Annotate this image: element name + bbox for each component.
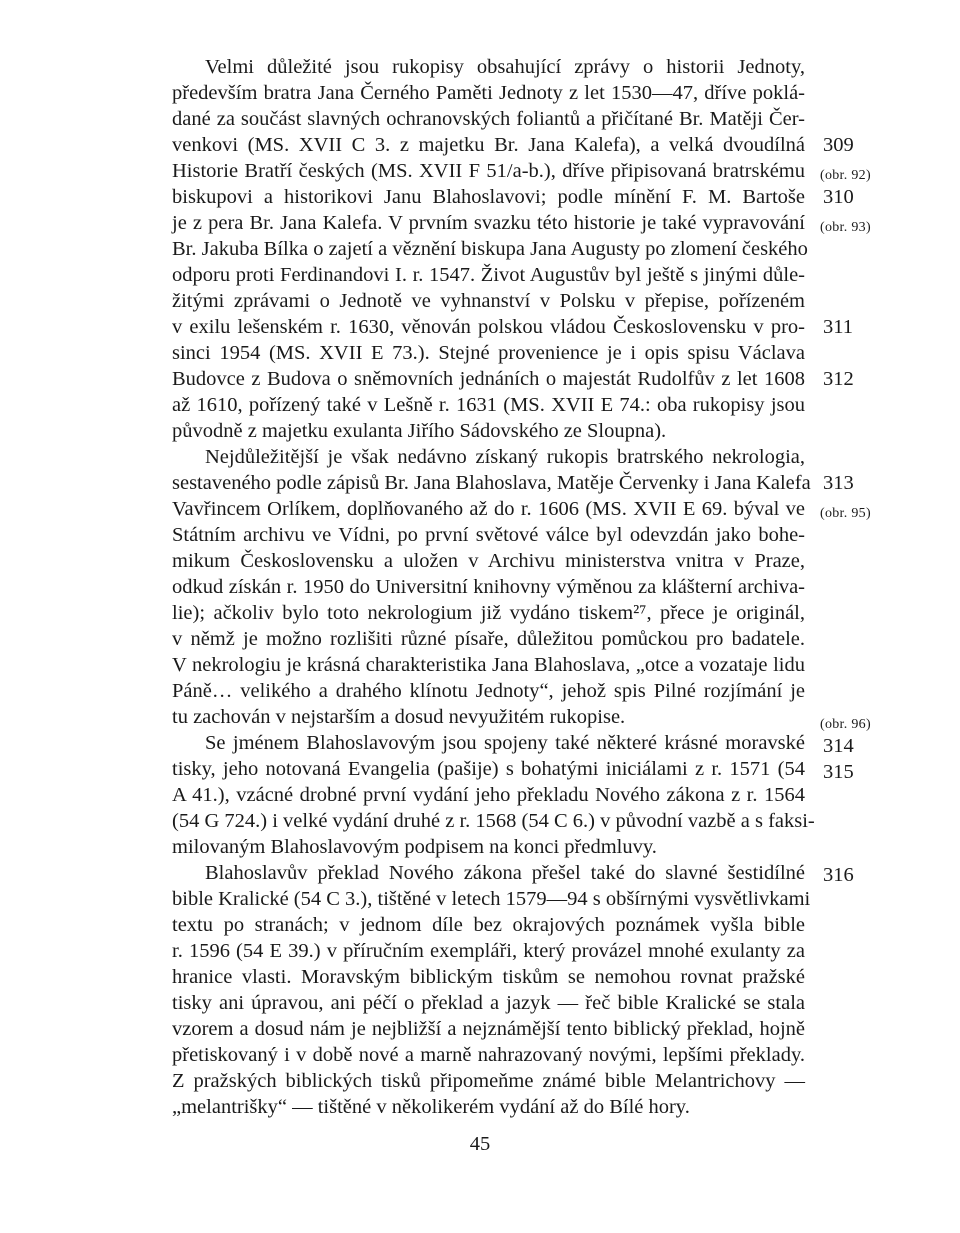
- text-line: Z pražských biblických tisků připomeňme známé bible Melantrichovy —: [172, 1070, 805, 1092]
- text-line: „melantrišky“ — tištěné v několikerém vydání až do Bílé hory.: [172, 1096, 690, 1118]
- text-line: vzorem a dosud nám je nejbližší a nejznámější tento biblický překlad, hojně: [172, 1018, 805, 1040]
- text-line: Státním archivu ve Vídni, po první světové válce byl odevzdán jako bohe-: [172, 524, 805, 546]
- text-line: Se jménem Blahoslavovým jsou spojeny také některé krásné moravské: [205, 732, 805, 754]
- text-line: textu po stranách; v jednom díle bez okrajových poznámek vyšla bible: [172, 914, 805, 936]
- text-line: r. 1596 (54 E 39.) v příručním exempláři, který provázel mnohé exulanty za: [172, 940, 805, 962]
- text-line: sestaveného podle zápisů Br. Jana Blahoslava, Matěje Červenky i Jana Kalefa: [172, 472, 811, 494]
- text-line: tisky ani úpravou, ani péčí o překlad a jazyk — řeč bible Kralické se stala: [172, 992, 805, 1014]
- text-line: žitými zprávami o Jednotě ve vyhnanství v Polsku v přepise, pořízeném: [172, 290, 805, 312]
- text-line: odkud získán r. 1950 do Universitní knihovny výměnou za klášterní archiva-: [172, 576, 805, 598]
- text-line: tu zachován v nejstarším a dosud nevyužitém rukopise.: [172, 706, 626, 728]
- text-line: v němž je možno rozlišiti různé písaře, důležitou pomůckou pro badatele.: [172, 628, 805, 650]
- text-line: až 1610, pořízený také v Lešně r. 1631 (MS. XVII E 74.: oba rukopisy jsou: [172, 394, 805, 416]
- text-line: Vavřincem Orlíkem, doplňovaného až do r. 1606 (MS. XVII E 69. býval ve: [172, 498, 805, 520]
- text-line: Budovce z Budova o sněmovních jednáních o majestát Rudolfův z let 1608: [172, 368, 805, 390]
- text-line: především bratra Jana Černého Paměti Jednoty z let 1530—47, dříve poklá-: [172, 82, 805, 104]
- text-line: venkovi (MS. XVII C 3. z majetku Br. Jana Kalefa), a velká dvoudílná: [172, 134, 805, 156]
- page-number: 45: [469, 1133, 491, 1155]
- text-line: Blahoslavův překlad Nového zákona přešel také do slavné šestidílné: [205, 862, 805, 884]
- margin-number: 313: [823, 472, 854, 494]
- margin-number: 310: [823, 186, 854, 208]
- figure-reference: (obr. 92): [820, 168, 871, 183]
- text-line: tisky, jeho notovaná Evangelia (pašije) s bohatými iniciálami z r. 1571 (54: [172, 758, 805, 780]
- text-line: sinci 1954 (MS. XVII E 73.). Stejné provenience je i opis spisu Václava: [172, 342, 805, 364]
- text-line: Nejdůležitější je však nedávno získaný rukopis bratrského nekrologia,: [205, 446, 805, 468]
- margin-number: 316: [823, 864, 854, 886]
- text-line: lie); ačkoliv bylo toto nekrologium již vydáno tiskem²⁷, přece je originál,: [172, 602, 805, 624]
- margin-number: 314: [823, 735, 854, 757]
- margin-number: 315: [823, 761, 854, 783]
- margin-number: 311: [823, 316, 853, 338]
- text-line: odporu proti Ferdinandovi I. r. 1547. Život Augustův byl ještě s jinými důle-: [172, 264, 805, 286]
- figure-reference: (obr. 96): [820, 717, 871, 732]
- figure-reference: (obr. 93): [820, 220, 871, 235]
- text-line: hranice vlasti. Moravským biblickým tiskům se nemohou rovnat pražské: [172, 966, 805, 988]
- text-line: (54 G 724.) i velké vydání druhé z r. 1568 (54 C 6.) v původní vazbě a s faksi-: [172, 810, 815, 832]
- text-line: mikum Československu a uložen v Archivu ministerstva vnitra v Praze,: [172, 550, 805, 572]
- text-line: Historie Bratří českých (MS. XVII F 51/a-b.), dříve připisovaná bratrskému: [172, 160, 805, 182]
- text-line: je z pera Br. Jana Kalefa. V prvním svazku této historie je také vypravování: [172, 212, 805, 234]
- margin-number: 312: [823, 368, 854, 390]
- text-line: bible Kralické (54 C 3.), tištěné v letech 1579—94 s obšírnými vysvětlivkami: [172, 888, 811, 910]
- text-line: Br. Jakuba Bílka o zajetí a věznění biskupa Jana Augusty po zlomení českého: [172, 238, 808, 260]
- text-line: biskupovi a historikovi Janu Blahoslavovi; podle mínění F. M. Bartoše: [172, 186, 805, 208]
- text-line: v exilu lešenském r. 1630, věnován polskou vládou Československu v pro-: [172, 316, 805, 338]
- margin-number: 309: [823, 134, 854, 156]
- text-line: původně z majetku exulanta Jiřího Sádovského ze Sloupna).: [172, 420, 667, 442]
- text-line: milovaným Blahoslavovým podpisem na konci předmluvy.: [172, 836, 657, 858]
- text-line: dané za součást slavných ochranovských foliantů a přičítané Br. Matěji Čer-: [172, 108, 805, 130]
- text-line: Páně… velikého a drahého klínotu Jednoty“, jehož spis Pilné rozjímání je: [172, 680, 805, 702]
- text-line: Velmi důležité jsou rukopisy obsahující zprávy o historii Jednoty,: [205, 56, 805, 78]
- text-line: V nekrologiu je krásná charakteristika Jana Blahoslava, „otce a vozataje lidu: [172, 654, 805, 676]
- figure-reference: (obr. 95): [820, 506, 871, 521]
- text-line: přetiskovaný i v době nové a marně nahrazovaný novými, lepšími překlady.: [172, 1044, 805, 1066]
- text-line: A 41.), vzácné drobné první vydání jeho překladu Nového zákona z r. 1564: [172, 784, 805, 806]
